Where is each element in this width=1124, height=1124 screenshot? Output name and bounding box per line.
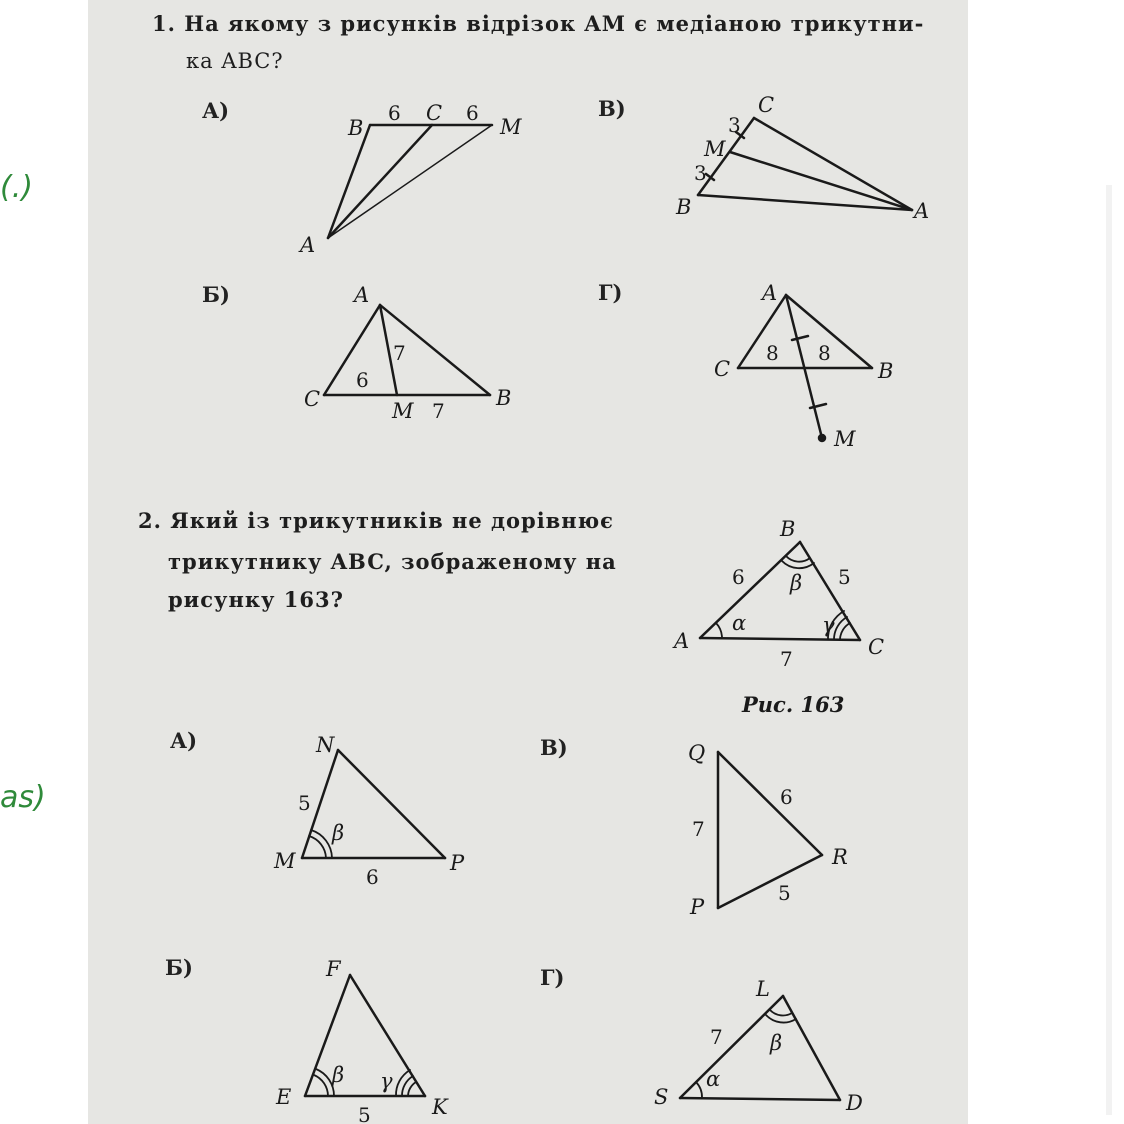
fig163-vertex-a: A bbox=[674, 629, 690, 653]
q1b-vertex-a: A bbox=[354, 283, 370, 307]
q1g-vertex-a: A bbox=[762, 281, 778, 305]
q2-figure-a bbox=[302, 750, 445, 858]
fig163-length-bc: 5 bbox=[838, 565, 851, 589]
q2-figure-b bbox=[305, 975, 425, 1096]
q2b-vertex-f: F bbox=[326, 957, 341, 981]
q1a-vertex-m: M bbox=[500, 115, 522, 139]
fig163-length-ab: 6 bbox=[732, 565, 745, 589]
q1g-length-left: 8 bbox=[766, 341, 779, 365]
q1b-vertex-m: M bbox=[392, 399, 414, 423]
q2a-angle: β bbox=[332, 821, 345, 845]
q2g-length-sl: 7 bbox=[710, 1025, 723, 1049]
question-1-number: 1. bbox=[152, 11, 176, 36]
q1a-vertex-a: A bbox=[300, 233, 316, 257]
q1g-length-right: 8 bbox=[818, 341, 831, 365]
q2b-length-ek: 5 bbox=[358, 1103, 371, 1124]
q1a-length-bc: 6 bbox=[388, 101, 401, 125]
q1b-length-mb: 7 bbox=[432, 399, 445, 423]
q2a-vertex-p: P bbox=[450, 851, 465, 875]
fig163-caption: Рис. 163 bbox=[742, 692, 845, 717]
q2-option-a-label: А) bbox=[170, 728, 198, 753]
question-2-line3: рисунку 163? bbox=[168, 587, 344, 612]
q1-option-g-label: Г) bbox=[598, 280, 623, 305]
q1a-length-cm: 6 bbox=[466, 101, 479, 125]
q1b-length-cm: 6 bbox=[356, 368, 369, 392]
q1-figure-a bbox=[328, 125, 492, 238]
q2-option-v-label: В) bbox=[540, 735, 568, 760]
q1b-vertex-b: B bbox=[496, 386, 512, 410]
question-2-line1: Який із трикутників не дорівнює bbox=[170, 508, 614, 533]
q2b-angle-k: γ bbox=[380, 1069, 393, 1093]
handwritten-note-2: as) bbox=[0, 780, 46, 815]
fig163-vertex-b: B bbox=[780, 517, 796, 541]
question-2-number: 2. bbox=[138, 508, 162, 533]
q2-figure-v bbox=[718, 752, 822, 908]
q1b-length-am: 7 bbox=[393, 341, 406, 365]
q2v-vertex-p: P bbox=[690, 895, 705, 919]
q2v-vertex-r: R bbox=[832, 845, 848, 869]
figure-163 bbox=[700, 542, 860, 640]
q2g-vertex-l: L bbox=[756, 977, 770, 1001]
fig163-angle-c: γ bbox=[822, 613, 835, 637]
q1v-vertex-m: M bbox=[704, 137, 726, 161]
fig163-angle-a: α bbox=[732, 611, 747, 635]
q1a-vertex-c: C bbox=[426, 101, 443, 125]
q1-figure-b bbox=[324, 305, 490, 395]
q1v-length-cm: 3 bbox=[728, 113, 741, 137]
q1v-vertex-c: C bbox=[758, 93, 775, 117]
q2b-angle-e: β bbox=[332, 1063, 345, 1087]
q2b-vertex-e: E bbox=[276, 1085, 292, 1109]
q2a-vertex-m: M bbox=[274, 849, 296, 873]
fig163-vertex-c: C bbox=[868, 635, 885, 659]
q1g-vertex-b: B bbox=[878, 359, 894, 383]
q2g-angle-l: β bbox=[770, 1031, 783, 1055]
q1-option-v-label: В) bbox=[598, 96, 626, 121]
q2a-length-mp: 6 bbox=[366, 865, 379, 889]
q2g-vertex-s: S bbox=[654, 1085, 669, 1109]
question-1-line2: ка ABC? bbox=[186, 49, 284, 73]
q1-figure-g bbox=[738, 295, 872, 441]
q2v-length-qr: 6 bbox=[780, 785, 793, 809]
q1a-vertex-b: B bbox=[348, 116, 364, 140]
question-2-line2: трикутнику ABC, зображеному на bbox=[168, 549, 617, 574]
q2v-vertex-q: Q bbox=[688, 741, 706, 765]
q1g-vertex-m: M bbox=[834, 427, 856, 451]
q2g-vertex-d: D bbox=[846, 1091, 863, 1115]
handwritten-note-1: (.) bbox=[0, 170, 33, 205]
q2g-angle-s: α bbox=[706, 1067, 721, 1091]
q1v-vertex-a: A bbox=[914, 199, 930, 223]
q2-option-b-label: Б) bbox=[165, 955, 193, 980]
q2a-length-mn: 5 bbox=[298, 791, 311, 815]
q1v-vertex-b: B bbox=[676, 195, 692, 219]
q1g-vertex-c: C bbox=[714, 357, 731, 381]
q1b-vertex-c: C bbox=[304, 387, 321, 411]
q2v-length-pr: 5 bbox=[778, 881, 791, 905]
q2b-vertex-k: K bbox=[432, 1095, 448, 1119]
fig163-length-ac: 7 bbox=[780, 647, 793, 671]
question-1-line1: На якому з рисунків відрізок AM є медіаною трикутни- bbox=[184, 11, 925, 36]
q2-figure-g bbox=[680, 996, 840, 1100]
q1v-length-mb: 3 bbox=[694, 161, 707, 185]
q2v-length-qp: 7 bbox=[692, 817, 705, 841]
q2-option-g-label: Г) bbox=[540, 965, 565, 990]
q1-option-b-label: Б) bbox=[202, 282, 230, 307]
q1-option-a-label: А) bbox=[202, 98, 230, 123]
q2a-vertex-n: N bbox=[316, 733, 335, 757]
fig163-angle-b: β bbox=[790, 571, 803, 595]
